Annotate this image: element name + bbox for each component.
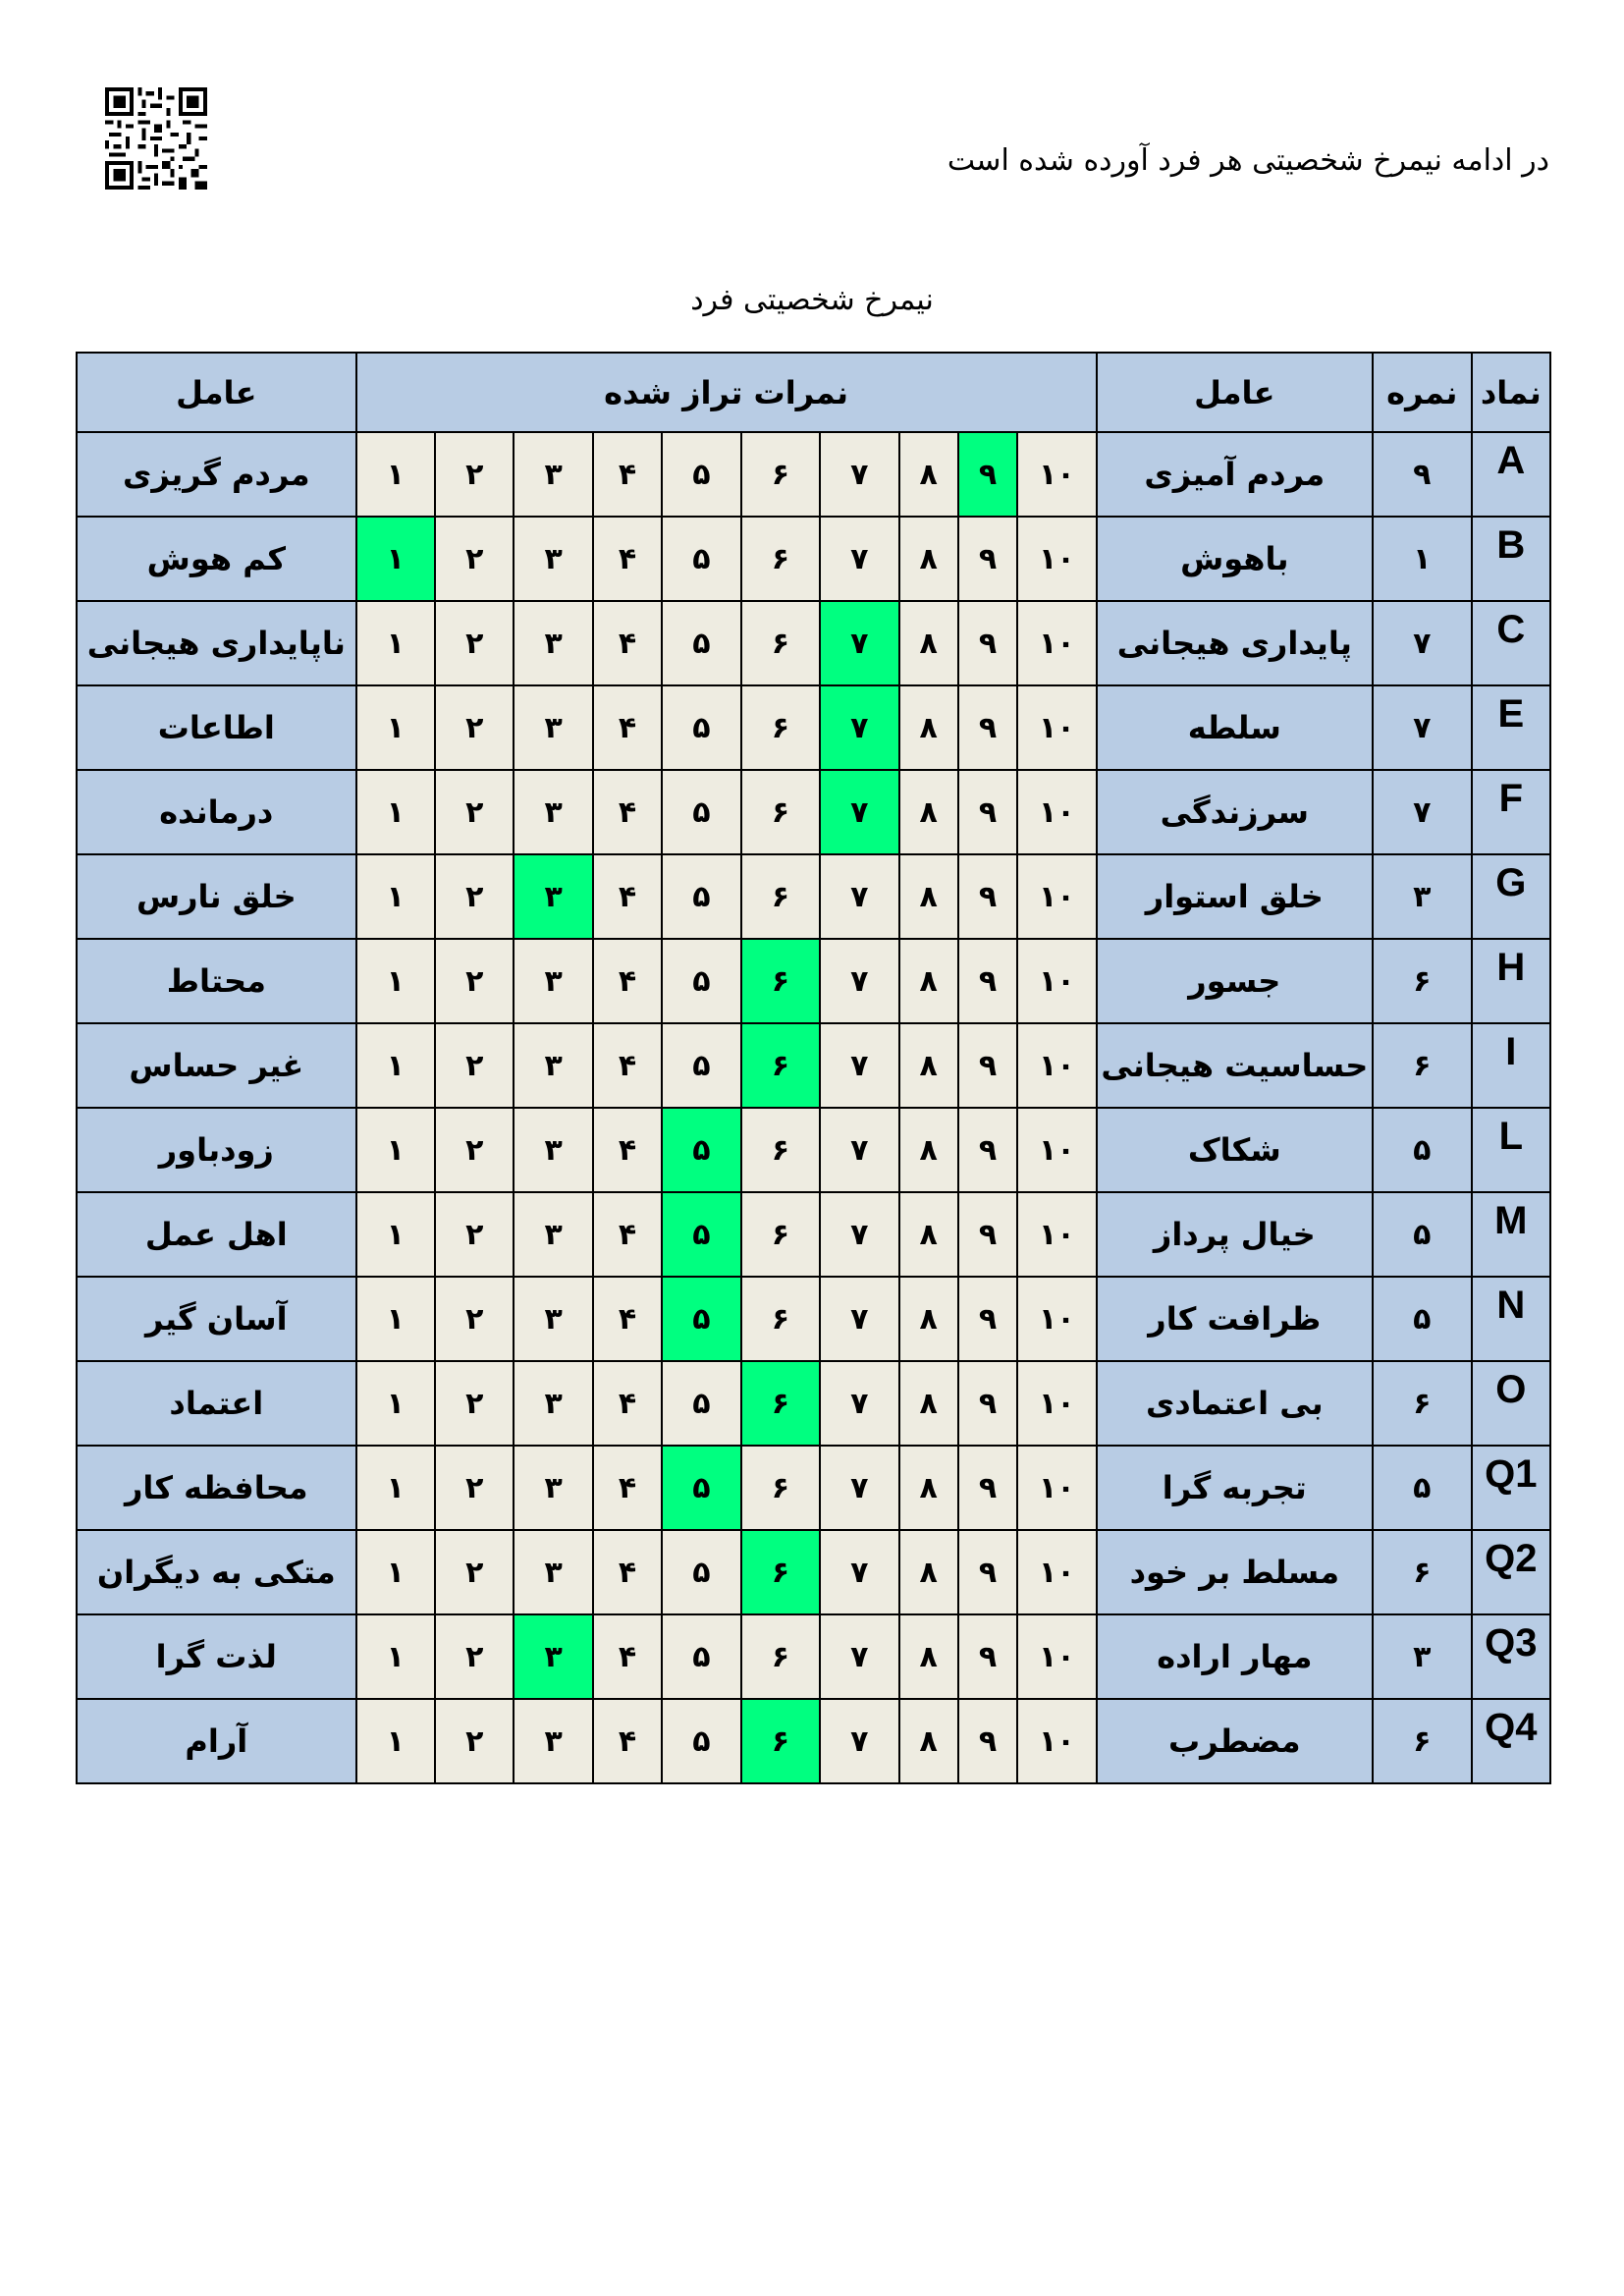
- table-row: [77, 1023, 1550, 1108]
- factor-symbol: Q3: [1472, 1614, 1550, 1699]
- scale-cell: ۵: [662, 770, 740, 854]
- factor-high-label: مضطرب: [1097, 1699, 1374, 1783]
- factor-high-label: خیال پرداز: [1097, 1192, 1374, 1277]
- scale-cell: ۲: [435, 1614, 514, 1699]
- scale-cell: ۵: [662, 1530, 740, 1614]
- scale-cell: ۴: [593, 1108, 662, 1192]
- scale-cell: ۳: [514, 1699, 592, 1783]
- factor-score: ۷: [1373, 685, 1472, 770]
- scale-cell: ۷: [820, 1361, 898, 1446]
- scale-cell: ۳: [514, 1108, 592, 1192]
- scale-cell: ۲: [435, 432, 514, 517]
- scale-cell: ۵: [662, 517, 740, 601]
- table-row: [77, 854, 1550, 939]
- scale-cell: ۴: [593, 1446, 662, 1530]
- scale-cell: ۹: [958, 1192, 1017, 1277]
- factor-high-label: مردم آمیزی: [1097, 432, 1374, 517]
- factor-low-label: محتاط: [77, 939, 356, 1023]
- table-row: [77, 517, 1550, 601]
- scale-cell: ۳: [514, 685, 592, 770]
- scale-cell: ۲: [435, 854, 514, 939]
- scale-cell: ۱۰: [1017, 432, 1096, 517]
- scale-cell: ۱۰: [1017, 1277, 1096, 1361]
- table-row: [77, 939, 1550, 1023]
- scale-cell: ۱: [356, 601, 435, 685]
- header-symbol: نماد: [1472, 353, 1550, 432]
- scale-cell: ۵: [662, 939, 740, 1023]
- scale-cell: ۱۰: [1017, 1192, 1096, 1277]
- scale-cell: ۹: [958, 1361, 1017, 1446]
- scale-cell: ۳: [514, 1446, 592, 1530]
- scale-cell: ۷: [820, 1192, 898, 1277]
- scale-cell: ۶: [741, 1446, 820, 1530]
- scale-cell: ۳: [514, 601, 592, 685]
- scale-cell: ۵: [662, 854, 740, 939]
- scale-cell: ۷: [820, 1023, 898, 1108]
- table-row: [77, 1192, 1550, 1277]
- scale-cell: ۳: [514, 1023, 592, 1108]
- scale-cell: ۲: [435, 1192, 514, 1277]
- factor-score: ۵: [1373, 1446, 1472, 1530]
- factor-high-label: ظرافت کار: [1097, 1277, 1374, 1361]
- scale-cell-selected: ۶: [741, 1699, 820, 1783]
- scale-cell: ۱: [356, 939, 435, 1023]
- scale-cell: ۲: [435, 1023, 514, 1108]
- scale-cell: ۸: [899, 1361, 958, 1446]
- intro-text: در ادامه نیمرخ شخصیتی هر فرد آورده شده است: [947, 143, 1549, 178]
- factor-symbol: F: [1472, 770, 1550, 854]
- factor-low-label: لذت گرا: [77, 1614, 356, 1699]
- factor-high-label: پایداری هیجانی: [1097, 601, 1374, 685]
- scale-cell: ۲: [435, 1277, 514, 1361]
- scale-cell-selected: ۷: [820, 601, 898, 685]
- scale-cell: ۲: [435, 601, 514, 685]
- scale-cell: ۶: [741, 601, 820, 685]
- scale-cell: ۶: [741, 517, 820, 601]
- factor-high-label: سلطه: [1097, 685, 1374, 770]
- table-row: [77, 1699, 1550, 1783]
- factor-high-label: باهوش: [1097, 517, 1374, 601]
- factor-symbol: E: [1472, 685, 1550, 770]
- scale-cell: ۴: [593, 1530, 662, 1614]
- factor-low-label: کم هوش: [77, 517, 356, 601]
- table-row: [77, 1108, 1550, 1192]
- factor-low-label: متکی به دیگران: [77, 1530, 356, 1614]
- scale-cell: ۵: [662, 1699, 740, 1783]
- scale-cell: ۷: [820, 432, 898, 517]
- scale-cell: ۹: [958, 770, 1017, 854]
- scale-cell: ۴: [593, 1277, 662, 1361]
- scale-cell: ۶: [741, 1277, 820, 1361]
- scale-cell: ۶: [741, 854, 820, 939]
- scale-cell: ۶: [741, 1192, 820, 1277]
- scale-cell: ۴: [593, 685, 662, 770]
- scale-cell: ۲: [435, 517, 514, 601]
- factor-score: ۵: [1373, 1192, 1472, 1277]
- table-row: [77, 685, 1550, 770]
- scale-cell: ۴: [593, 1192, 662, 1277]
- scale-cell: ۷: [820, 1614, 898, 1699]
- scale-cell: ۱: [356, 1108, 435, 1192]
- factor-symbol: C: [1472, 601, 1550, 685]
- factor-low-label: مردم گریزی: [77, 432, 356, 517]
- scale-cell: ۷: [820, 517, 898, 601]
- scale-cell: ۱۰: [1017, 1530, 1096, 1614]
- factor-score: ۶: [1373, 1699, 1472, 1783]
- scale-cell: ۱: [356, 1023, 435, 1108]
- factor-high-label: شکاک: [1097, 1108, 1374, 1192]
- factor-score: ۶: [1373, 1530, 1472, 1614]
- scale-cell: ۵: [662, 1361, 740, 1446]
- scale-cell: ۴: [593, 939, 662, 1023]
- scale-cell: ۳: [514, 1361, 592, 1446]
- scale-cell: ۷: [820, 1277, 898, 1361]
- scale-cell: ۴: [593, 1361, 662, 1446]
- factor-symbol: Q4: [1472, 1699, 1550, 1783]
- scale-cell: ۱۰: [1017, 517, 1096, 601]
- scale-cell: ۱۰: [1017, 770, 1096, 854]
- factor-low-label: اطاعات: [77, 685, 356, 770]
- scale-cell-selected: ۵: [662, 1108, 740, 1192]
- factor-score: ۶: [1373, 939, 1472, 1023]
- scale-cell: ۸: [899, 939, 958, 1023]
- table-title: نیمرخ شخصیتی فرد: [690, 283, 934, 317]
- scale-cell: ۸: [899, 1277, 958, 1361]
- factor-high-label: حساسیت هیجانی: [1097, 1023, 1374, 1108]
- scale-cell: ۱۰: [1017, 1023, 1096, 1108]
- scale-cell: ۹: [958, 1446, 1017, 1530]
- factor-low-label: آسان گیر: [77, 1277, 356, 1361]
- factor-symbol: M: [1472, 1192, 1550, 1277]
- scale-cell: ۸: [899, 1023, 958, 1108]
- scale-cell: ۹: [958, 517, 1017, 601]
- factor-score: ۳: [1373, 854, 1472, 939]
- scale-cell: ۷: [820, 854, 898, 939]
- scale-cell: ۱: [356, 1361, 435, 1446]
- scale-cell: ۳: [514, 432, 592, 517]
- scale-cell: ۱: [356, 685, 435, 770]
- factor-low-label: زودباور: [77, 1108, 356, 1192]
- scale-cell: ۹: [958, 1699, 1017, 1783]
- scale-cell: ۵: [662, 1023, 740, 1108]
- scale-cell: ۳: [514, 939, 592, 1023]
- scale-cell: ۴: [593, 1699, 662, 1783]
- factor-low-label: اهل عمل: [77, 1192, 356, 1277]
- factor-symbol: G: [1472, 854, 1550, 939]
- scale-cell: ۱: [356, 1277, 435, 1361]
- factor-symbol: B: [1472, 517, 1550, 601]
- scale-cell: ۹: [958, 854, 1017, 939]
- scale-cell: ۶: [741, 770, 820, 854]
- scale-cell-selected: ۶: [741, 1361, 820, 1446]
- factor-score: ۵: [1373, 1277, 1472, 1361]
- scale-cell: ۱۰: [1017, 854, 1096, 939]
- factor-low-label: خلق نارس: [77, 854, 356, 939]
- scale-cell: ۳: [514, 1530, 592, 1614]
- scale-cell: ۷: [820, 1530, 898, 1614]
- scale-cell-selected: ۹: [958, 432, 1017, 517]
- factor-symbol: A: [1472, 432, 1550, 517]
- scale-cell: ۸: [899, 1530, 958, 1614]
- scale-cell: ۳: [514, 1277, 592, 1361]
- scale-cell: ۴: [593, 517, 662, 601]
- scale-cell: ۲: [435, 1699, 514, 1783]
- factor-score: ۶: [1373, 1361, 1472, 1446]
- scale-cell-selected: ۷: [820, 770, 898, 854]
- scale-cell-selected: ۶: [741, 1023, 820, 1108]
- personality-profile-table: [76, 352, 1551, 1784]
- factor-symbol: I: [1472, 1023, 1550, 1108]
- factor-score: ۵: [1373, 1108, 1472, 1192]
- scale-cell: ۵: [662, 601, 740, 685]
- header-scaled-scores: نمرات تراز شده: [356, 353, 1097, 432]
- factor-high-label: بی اعتمادی: [1097, 1361, 1374, 1446]
- factor-symbol: O: [1472, 1361, 1550, 1446]
- table-row: [77, 432, 1550, 517]
- scale-cell: ۵: [662, 1614, 740, 1699]
- scale-cell: ۴: [593, 1614, 662, 1699]
- scale-cell: ۱: [356, 1446, 435, 1530]
- scale-cell: ۱: [356, 854, 435, 939]
- scale-cell: ۷: [820, 1699, 898, 1783]
- header-factor-low: عامل: [77, 353, 356, 432]
- scale-cell: ۴: [593, 601, 662, 685]
- scale-cell: ۹: [958, 601, 1017, 685]
- table-row: [77, 1530, 1550, 1614]
- qr-code-icon: [105, 87, 207, 190]
- scale-cell: ۹: [958, 1108, 1017, 1192]
- scale-cell-selected: ۵: [662, 1446, 740, 1530]
- scale-cell-selected: ۳: [514, 1614, 592, 1699]
- scale-cell: ۶: [741, 685, 820, 770]
- scale-cell: ۸: [899, 854, 958, 939]
- scale-cell: ۱: [356, 1192, 435, 1277]
- table-row: [77, 1446, 1550, 1530]
- scale-cell: ۸: [899, 1192, 958, 1277]
- scale-cell: ۵: [662, 432, 740, 517]
- header-factor-high: عامل: [1097, 353, 1374, 432]
- scale-cell-selected: ۵: [662, 1192, 740, 1277]
- scale-cell: ۹: [958, 1023, 1017, 1108]
- scale-cell: ۲: [435, 1530, 514, 1614]
- scale-cell: ۸: [899, 517, 958, 601]
- scale-cell: ۱۰: [1017, 1699, 1096, 1783]
- factor-score: ۱: [1373, 517, 1472, 601]
- factor-score: ۶: [1373, 1023, 1472, 1108]
- scale-cell: ۱۰: [1017, 1361, 1096, 1446]
- scale-cell: ۲: [435, 1446, 514, 1530]
- factor-low-label: ناپایداری هیجانی: [77, 601, 356, 685]
- scale-cell: ۹: [958, 1277, 1017, 1361]
- header-row: [77, 353, 1550, 432]
- table-row: [77, 770, 1550, 854]
- table-row: [77, 1277, 1550, 1361]
- scale-cell: ۱: [356, 432, 435, 517]
- scale-cell: ۸: [899, 1446, 958, 1530]
- scale-cell: ۸: [899, 685, 958, 770]
- factor-low-label: اعتماد: [77, 1361, 356, 1446]
- scale-cell: ۱۰: [1017, 1614, 1096, 1699]
- table-row: [77, 1361, 1550, 1446]
- scale-cell: ۹: [958, 1614, 1017, 1699]
- table-row: [77, 601, 1550, 685]
- factor-score: ۳: [1373, 1614, 1472, 1699]
- scale-cell: ۱۰: [1017, 1446, 1096, 1530]
- scale-cell: ۲: [435, 770, 514, 854]
- scale-cell: ۸: [899, 601, 958, 685]
- factor-high-label: جسور: [1097, 939, 1374, 1023]
- scale-cell: ۴: [593, 432, 662, 517]
- factor-symbol: Q2: [1472, 1530, 1550, 1614]
- scale-cell: ۴: [593, 854, 662, 939]
- factor-high-label: سرزندگی: [1097, 770, 1374, 854]
- scale-cell: ۳: [514, 770, 592, 854]
- factor-symbol: L: [1472, 1108, 1550, 1192]
- scale-cell: ۸: [899, 1614, 958, 1699]
- factor-symbol: H: [1472, 939, 1550, 1023]
- scale-cell-selected: ۱: [356, 517, 435, 601]
- scale-cell: ۹: [958, 939, 1017, 1023]
- scale-cell-selected: ۷: [820, 685, 898, 770]
- scale-cell: ۱: [356, 1699, 435, 1783]
- scale-cell: ۷: [820, 939, 898, 1023]
- scale-cell: ۲: [435, 1361, 514, 1446]
- scale-cell: ۱۰: [1017, 1108, 1096, 1192]
- factor-high-label: مسلط بر خود: [1097, 1530, 1374, 1614]
- factor-symbol: N: [1472, 1277, 1550, 1361]
- scale-cell: ۲: [435, 1108, 514, 1192]
- scale-cell: ۹: [958, 685, 1017, 770]
- factor-high-label: مهار اراده: [1097, 1614, 1374, 1699]
- scale-cell: ۴: [593, 770, 662, 854]
- factor-score: ۷: [1373, 770, 1472, 854]
- factor-high-label: تجربه گرا: [1097, 1446, 1374, 1530]
- scale-cell: ۲: [435, 939, 514, 1023]
- scale-cell: ۲: [435, 685, 514, 770]
- scale-cell: ۴: [593, 1023, 662, 1108]
- scale-cell-selected: ۶: [741, 1530, 820, 1614]
- scale-cell: ۷: [820, 1446, 898, 1530]
- table-row: [77, 1614, 1550, 1699]
- scale-cell: ۹: [958, 1530, 1017, 1614]
- scale-cell: ۱۰: [1017, 685, 1096, 770]
- factor-symbol: Q1: [1472, 1446, 1550, 1530]
- scale-cell-selected: ۶: [741, 939, 820, 1023]
- scale-cell: ۸: [899, 1108, 958, 1192]
- scale-cell: ۶: [741, 1614, 820, 1699]
- scale-cell: ۱: [356, 1614, 435, 1699]
- scale-cell: ۱: [356, 1530, 435, 1614]
- scale-cell: ۷: [820, 1108, 898, 1192]
- factor-score: ۹: [1373, 432, 1472, 517]
- factor-low-label: آرام: [77, 1699, 356, 1783]
- scale-cell: ۱۰: [1017, 939, 1096, 1023]
- factor-score: ۷: [1373, 601, 1472, 685]
- factor-low-label: محافظه کار: [77, 1446, 356, 1530]
- scale-cell-selected: ۳: [514, 854, 592, 939]
- scale-cell: ۱۰: [1017, 601, 1096, 685]
- factor-low-label: غیر حساس: [77, 1023, 356, 1108]
- scale-cell-selected: ۵: [662, 1277, 740, 1361]
- scale-cell: ۳: [514, 517, 592, 601]
- factor-high-label: خلق استوار: [1097, 854, 1374, 939]
- scale-cell: ۸: [899, 432, 958, 517]
- scale-cell: ۳: [514, 1192, 592, 1277]
- scale-cell: ۶: [741, 1108, 820, 1192]
- scale-cell: ۸: [899, 1699, 958, 1783]
- scale-cell: ۸: [899, 770, 958, 854]
- factor-low-label: درمانده: [77, 770, 356, 854]
- scale-cell: ۵: [662, 685, 740, 770]
- scale-cell: ۶: [741, 432, 820, 517]
- scale-cell: ۱: [356, 770, 435, 854]
- header-score: نمره: [1373, 353, 1472, 432]
